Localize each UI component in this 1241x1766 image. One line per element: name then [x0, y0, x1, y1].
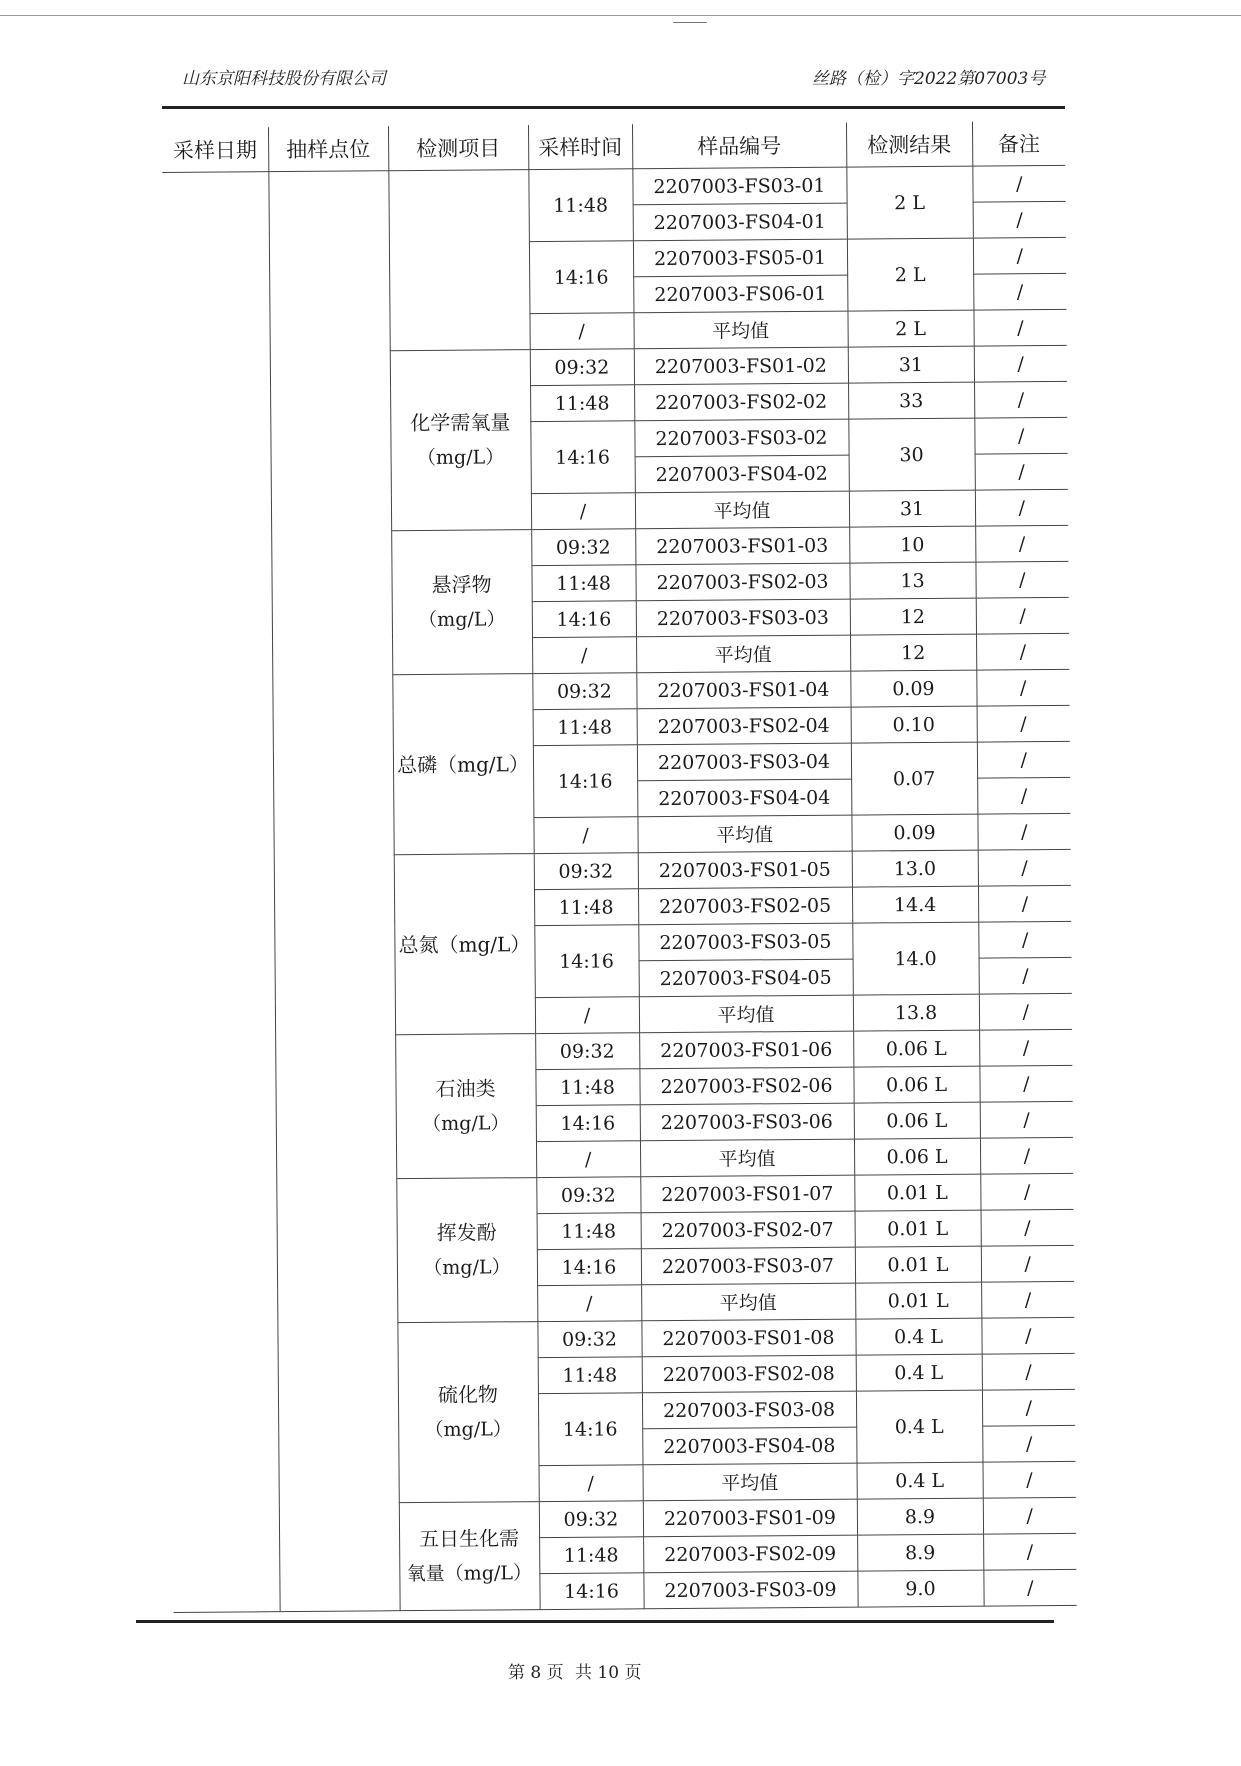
- col-header-test-item: 检测项目: [388, 125, 528, 171]
- result-cell: 0.09: [850, 670, 976, 707]
- result-cell: 0.10: [851, 706, 977, 743]
- sample-id-cell: 2207003-FS04-05: [639, 959, 853, 997]
- sample-id-cell: 平均值: [643, 1463, 857, 1501]
- remark-cell: /: [983, 1461, 1076, 1498]
- result-cell: 10: [849, 526, 975, 563]
- remark-cell: /: [981, 1245, 1074, 1282]
- test-item-cell: [388, 170, 529, 351]
- sampling-time-cell: 14:16: [532, 601, 636, 638]
- sampling-time-cell: 11:48: [535, 1069, 639, 1106]
- test-results-table: [162, 121, 1077, 1613]
- test-item-unit: （mg/L）: [418, 608, 506, 632]
- report-number: 丝路（检）字2022第07003号: [812, 69, 1046, 89]
- sample-id-cell: 2207003-FS03-09: [643, 1571, 857, 1609]
- sampling-time-cell: 11:48: [531, 565, 635, 602]
- col-header-remark: 备注: [972, 121, 1065, 166]
- result-cell: 14.4: [852, 886, 978, 923]
- result-cell: 31: [848, 346, 974, 383]
- sample-id-cell: 2207003-FS03-04: [637, 743, 851, 781]
- sampling-time-cell: /: [532, 637, 636, 674]
- remark-cell: /: [975, 453, 1068, 490]
- remark-cell: /: [977, 741, 1070, 778]
- remark-cell: /: [974, 417, 1067, 454]
- page-number: 第 8 页: [508, 1663, 564, 1683]
- sample-id-cell: 2207003-FS02-05: [638, 887, 852, 925]
- test-item-unit: （mg/L）: [423, 1256, 511, 1279]
- sample-id-cell: 2207003-FS03-06: [640, 1103, 854, 1141]
- result-cell: 14.0: [852, 922, 979, 995]
- sample-id-cell: 平均值: [639, 995, 853, 1033]
- page-footer: [508, 1658, 647, 1683]
- sampling-time-cell: 14:16: [536, 1105, 640, 1142]
- result-cell: 0.01 L: [855, 1210, 981, 1247]
- col-header-sample-id: 样品编号: [632, 123, 846, 169]
- test-item-name: 悬浮物: [431, 572, 492, 597]
- sample-id-cell: 2207003-FS04-08: [642, 1427, 856, 1465]
- test-item-unit: 氧量（mg/L）: [406, 1562, 533, 1586]
- result-cell: 0.4 L: [856, 1354, 982, 1391]
- remark-cell: /: [983, 1569, 1076, 1606]
- sampling-time-cell: /: [536, 1141, 640, 1178]
- sampling-point-cell: [268, 171, 399, 1612]
- result-cell: 0.06 L: [853, 1066, 979, 1103]
- sampling-time-cell: 09:32: [531, 529, 635, 566]
- sample-id-cell: 2207003-FS04-01: [633, 203, 847, 241]
- remark-cell: /: [979, 1065, 1072, 1102]
- remark-cell: /: [981, 1317, 1074, 1354]
- sampling-time-cell: 09:32: [539, 1501, 643, 1538]
- sample-id-cell: 平均值: [636, 635, 850, 673]
- remark-cell: /: [982, 1353, 1075, 1390]
- sample-id-cell: 2207003-FS03-05: [638, 923, 852, 961]
- remark-cell: /: [980, 1173, 1073, 1210]
- remark-cell: /: [982, 1425, 1075, 1462]
- sample-id-cell: 2207003-FS02-07: [641, 1211, 855, 1249]
- sample-id-cell: 2207003-FS06-01: [633, 275, 847, 313]
- test-item-name: 化学需氧量: [410, 410, 511, 436]
- sample-id-cell: 2207003-FS03-08: [642, 1391, 856, 1429]
- sample-id-cell: 2207003-FS04-04: [637, 779, 851, 817]
- col-header-sampling-time: 采样时间: [528, 124, 632, 169]
- test-item-name: 石油类: [435, 1076, 496, 1101]
- sampling-time-cell: 09:32: [532, 673, 636, 710]
- sample-id-cell: 平均值: [635, 491, 849, 529]
- sampling-time-cell: 11:48: [534, 889, 638, 926]
- sampling-time-cell: 14:16: [533, 745, 638, 818]
- test-item-name: 硫化物: [437, 1382, 499, 1407]
- sample-id-cell: 2207003-FS03-02: [634, 419, 848, 457]
- remark-cell: /: [974, 381, 1067, 418]
- remark-cell: /: [983, 1497, 1076, 1534]
- sample-id-cell: 2207003-FS01-04: [636, 671, 850, 709]
- result-cell: 2 L: [846, 166, 973, 239]
- sampling-time-cell: 11:48: [528, 169, 633, 242]
- sampling-time-cell: 14:16: [539, 1573, 643, 1610]
- test-item-unit: （mg/L）: [424, 1418, 512, 1441]
- sample-id-cell: 2207003-FS02-06: [639, 1067, 853, 1105]
- sampling-date-cell: [162, 172, 279, 1613]
- sample-id-cell: 2207003-FS02-03: [635, 563, 849, 601]
- sampling-time-cell: 09:32: [535, 1033, 639, 1070]
- sampling-time-cell: /: [529, 313, 633, 350]
- sampling-time-cell: /: [535, 997, 639, 1034]
- test-item-name: 五日生化需: [418, 1526, 520, 1552]
- remark-cell: /: [978, 885, 1071, 922]
- remark-cell: /: [981, 1281, 1074, 1318]
- sampling-time-cell: 09:32: [537, 1321, 641, 1358]
- sample-id-cell: 2207003-FS03-03: [636, 599, 850, 637]
- remark-cell: /: [983, 1533, 1076, 1570]
- test-item-unit: （mg/L）: [422, 1112, 510, 1135]
- sample-id-cell: 2207003-FS02-02: [634, 383, 848, 421]
- result-cell: 2 L: [847, 310, 973, 347]
- remark-cell: /: [980, 1137, 1073, 1174]
- remark-cell: /: [973, 273, 1066, 310]
- result-cell: 0.4 L: [856, 1390, 983, 1463]
- scan-top-mark: [673, 22, 707, 23]
- sample-id-cell: 2207003-FS01-03: [635, 527, 849, 565]
- sampling-time-cell: 09:32: [530, 349, 634, 386]
- result-cell: 0.07: [851, 742, 978, 815]
- sample-id-cell: 2207003-FS02-08: [642, 1355, 856, 1393]
- sampling-time-cell: 11:48: [537, 1213, 641, 1250]
- result-cell: 0.06 L: [854, 1102, 980, 1139]
- test-item-cell: [394, 854, 535, 1035]
- remark-cell: /: [982, 1389, 1075, 1426]
- remark-cell: /: [979, 957, 1072, 994]
- remark-cell: /: [978, 849, 1071, 886]
- result-cell: 9.0: [857, 1570, 983, 1607]
- sample-id-cell: 2207003-FS01-05: [638, 851, 852, 889]
- scan-top-border: [0, 15, 1241, 16]
- sampling-time-cell: 09:32: [536, 1177, 640, 1214]
- sampling-time-cell: 11:48: [533, 709, 637, 746]
- sample-id-cell: 2207003-FS04-02: [635, 455, 849, 493]
- sample-id-cell: 2207003-FS01-02: [634, 347, 848, 385]
- sampling-time-cell: 14:16: [530, 421, 635, 494]
- sample-id-cell: 2207003-FS01-08: [641, 1319, 855, 1357]
- result-cell: 0.09: [851, 814, 977, 851]
- result-cell: 13.8: [853, 994, 979, 1031]
- remark-cell: /: [980, 1101, 1073, 1138]
- remark-cell: /: [976, 633, 1069, 670]
- test-item-cell: [397, 1322, 538, 1503]
- col-header-sampling-point: 抽样点位: [268, 126, 388, 171]
- remark-cell: /: [979, 993, 1072, 1030]
- result-cell: 0.01 L: [854, 1174, 980, 1211]
- remark-cell: /: [973, 237, 1066, 274]
- sampling-time-cell: 11:48: [538, 1357, 642, 1394]
- result-cell: 0.4 L: [857, 1462, 983, 1499]
- test-item-cell: [392, 674, 533, 855]
- remark-cell: /: [976, 597, 1069, 634]
- sampling-time-cell: 11:48: [539, 1537, 643, 1574]
- remark-cell: /: [975, 561, 1068, 598]
- result-cell: 0.06 L: [854, 1138, 980, 1175]
- result-cell: 8.9: [857, 1498, 983, 1535]
- result-cell: 30: [848, 418, 975, 491]
- remark-cell: /: [978, 921, 1071, 958]
- remark-cell: /: [977, 705, 1070, 742]
- remark-cell: /: [975, 489, 1068, 526]
- sampling-time-cell: /: [537, 1285, 641, 1322]
- result-cell: 2 L: [847, 238, 974, 311]
- sampling-time-cell: /: [531, 493, 635, 530]
- sample-id-cell: 平均值: [640, 1139, 854, 1177]
- remark-cell: /: [973, 309, 1066, 346]
- table-row: [162, 165, 1065, 208]
- test-item-cell: [391, 530, 532, 675]
- remark-cell: /: [981, 1209, 1074, 1246]
- result-cell: 0.01 L: [855, 1246, 981, 1283]
- remark-cell: /: [977, 813, 1070, 850]
- sampling-time-cell: 14:16: [534, 925, 639, 998]
- result-cell: 13: [849, 562, 975, 599]
- test-item-unit: （mg/L）: [416, 446, 505, 470]
- remark-cell: /: [972, 165, 1065, 202]
- sample-id-cell: 2207003-FS02-04: [637, 707, 851, 745]
- sampling-time-cell: 14:16: [529, 241, 634, 314]
- result-cell: 13.0: [852, 850, 978, 887]
- remark-cell: /: [975, 525, 1068, 562]
- page-total: 共 10 页: [575, 1663, 642, 1683]
- header-rule: [162, 106, 1065, 109]
- sample-id-cell: 2207003-FS03-01: [632, 167, 846, 205]
- remark-cell: /: [974, 345, 1067, 382]
- sample-id-cell: 平均值: [633, 311, 847, 349]
- result-cell: 8.9: [857, 1534, 983, 1571]
- col-header-sampling-date: 采样日期: [162, 127, 268, 172]
- remark-cell: /: [979, 1029, 1072, 1066]
- sample-id-cell: 2207003-FS01-09: [643, 1499, 857, 1537]
- result-cell: 12: [850, 598, 976, 635]
- sampling-time-cell: 14:16: [537, 1249, 641, 1286]
- sample-id-cell: 2207003-FS02-09: [643, 1535, 857, 1573]
- test-item-name: 总磷（mg/L）: [397, 751, 529, 777]
- test-item-name: 总氮（mg/L）: [398, 931, 531, 957]
- test-item-cell: [395, 1034, 536, 1179]
- result-cell: 0.06 L: [853, 1030, 979, 1067]
- sampling-time-cell: 14:16: [538, 1393, 643, 1466]
- test-item-cell: [399, 1502, 540, 1611]
- sampling-time-cell: /: [533, 817, 637, 854]
- company-name: 山东京阳科技股份有限公司: [182, 69, 386, 89]
- sample-id-cell: 平均值: [637, 815, 851, 853]
- result-cell: 12: [850, 634, 976, 671]
- sample-id-cell: 2207003-FS01-07: [640, 1175, 854, 1213]
- test-item-cell: [390, 350, 531, 531]
- test-item-name: 挥发酚: [436, 1220, 497, 1245]
- remark-cell: /: [973, 201, 1066, 238]
- sample-id-cell: 2207003-FS03-07: [641, 1247, 855, 1285]
- remark-cell: /: [977, 777, 1070, 814]
- sampling-time-cell: 09:32: [534, 853, 638, 890]
- sample-id-cell: 2207003-FS05-01: [633, 239, 847, 277]
- remark-cell: /: [976, 669, 1069, 706]
- table-bottom-rule: [136, 1620, 1054, 1623]
- sample-id-cell: 平均值: [641, 1283, 855, 1321]
- col-header-result: 检测结果: [846, 122, 972, 167]
- table-header-row: [162, 121, 1065, 173]
- result-cell: 31: [849, 490, 975, 527]
- sampling-time-cell: /: [539, 1465, 643, 1502]
- result-cell: 33: [848, 382, 974, 419]
- result-cell: 0.4 L: [855, 1318, 981, 1355]
- sampling-time-cell: 11:48: [530, 385, 634, 422]
- result-cell: 0.01 L: [855, 1282, 981, 1319]
- sample-id-cell: 2207003-FS01-06: [639, 1031, 853, 1069]
- test-item-cell: [396, 1178, 537, 1323]
